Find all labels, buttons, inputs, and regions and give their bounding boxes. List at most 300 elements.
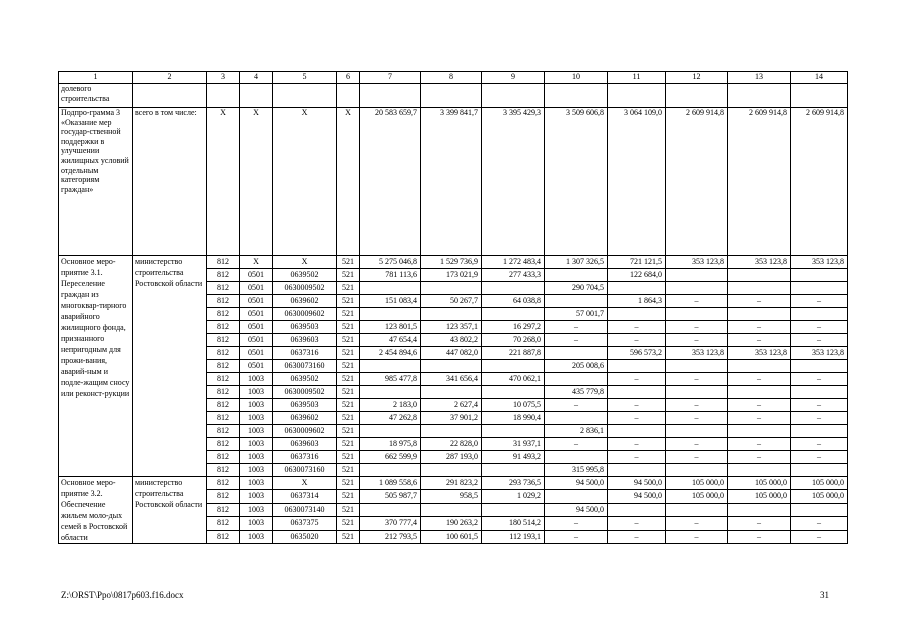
table-cell: – <box>666 530 728 543</box>
table-cell: 94 500,0 <box>545 477 608 490</box>
table-cell: 91 493,2 <box>482 451 545 464</box>
table-cell <box>728 308 791 321</box>
table-cell: 812 <box>207 530 240 543</box>
table-cell: 353 123,8 <box>728 347 791 360</box>
table-cell: 20 583 659,7 <box>360 108 421 256</box>
table-cell <box>337 84 360 108</box>
executor-name: министерство строительства Ростовской области <box>133 256 207 477</box>
table-body <box>59 84 848 544</box>
table-cell <box>545 295 608 308</box>
table-cell <box>728 84 791 108</box>
table-cell: 521 <box>337 308 360 321</box>
table-cell: 1003 <box>240 412 273 425</box>
table-cell <box>791 308 848 321</box>
table-cell: 173 021,9 <box>421 269 482 282</box>
table-cell: 16 297,2 <box>482 321 545 334</box>
table-cell: 1003 <box>240 373 273 386</box>
activity-name: Основное меро-приятие 3.1. Переселение граждан из многоквар-тирного аварийного жилищного фонда, признанного непригодным для прожи-вания, аварий-ным и подле-жащим сносу или реконст-рукции <box>59 256 133 477</box>
table-cell: 812 <box>207 373 240 386</box>
table-cell: 94 500,0 <box>608 490 666 503</box>
table-cell <box>728 269 791 282</box>
table-cell <box>791 282 848 295</box>
table-cell: 105 000,0 <box>666 477 728 490</box>
table-cell <box>666 84 728 108</box>
table-cell: 1 089 558,6 <box>360 477 421 490</box>
table-cell: 1003 <box>240 451 273 464</box>
table-cell: 212 793,5 <box>360 530 421 543</box>
table-cell <box>791 503 848 516</box>
table-cell: 812 <box>207 334 240 347</box>
table-row <box>59 256 848 269</box>
table-cell: Х <box>240 256 273 269</box>
table-cell <box>421 308 482 321</box>
table-cell <box>666 425 728 438</box>
table-cell <box>360 503 421 516</box>
table-cell <box>482 360 545 373</box>
table-cell: 812 <box>207 477 240 490</box>
table-cell: 31 937,1 <box>482 438 545 451</box>
table-cell: 50 267,7 <box>421 295 482 308</box>
table-cell: – <box>666 321 728 334</box>
activity-name: Основное меро-приятие 3.2. Обеспечение жильем моло-дых семей в Ростовской области <box>59 477 133 544</box>
table-cell <box>791 269 848 282</box>
column-header: 13 <box>728 72 791 84</box>
table-cell: 0501 <box>240 295 273 308</box>
table-cell <box>421 282 482 295</box>
table-cell: 812 <box>207 347 240 360</box>
table-cell <box>482 84 545 108</box>
table-cell <box>728 464 791 477</box>
table-cell: 521 <box>337 425 360 438</box>
table-cell: 180 514,2 <box>482 517 545 530</box>
table-cell: 3 064 109,0 <box>608 108 666 256</box>
table-row <box>59 84 848 108</box>
table-cell: 2 609 914,8 <box>666 108 728 256</box>
table-cell: – <box>666 412 728 425</box>
table-cell: – <box>608 321 666 334</box>
table-cell: 341 656,4 <box>421 373 482 386</box>
table-cell: 521 <box>337 490 360 503</box>
table-cell: 2 183,0 <box>360 399 421 412</box>
table-cell: – <box>545 321 608 334</box>
table-cell <box>273 84 337 108</box>
table-cell <box>791 84 848 108</box>
table-cell <box>666 503 728 516</box>
column-header: 4 <box>240 72 273 84</box>
table-cell: 812 <box>207 412 240 425</box>
table-cell: 18 990,4 <box>482 412 545 425</box>
column-header: 5 <box>273 72 337 84</box>
table-cell <box>666 464 728 477</box>
table-cell: 521 <box>337 282 360 295</box>
table-cell: 812 <box>207 295 240 308</box>
table-cell: 1003 <box>240 490 273 503</box>
table-cell: 521 <box>337 464 360 477</box>
table-cell: 0630009502 <box>273 282 337 295</box>
table-cell: 1003 <box>240 386 273 399</box>
table-cell: 353 123,8 <box>791 347 848 360</box>
table-cell: 190 263,2 <box>421 517 482 530</box>
table-cell: 596 573,2 <box>608 347 666 360</box>
table-cell <box>666 386 728 399</box>
table-cell <box>545 412 608 425</box>
table-cell: – <box>608 399 666 412</box>
table-cell <box>666 269 728 282</box>
table-cell: – <box>791 373 848 386</box>
table-cell <box>608 503 666 516</box>
table-cell: 0639603 <box>273 438 337 451</box>
table-cell: 221 887,8 <box>482 347 545 360</box>
table-cell: 0630073160 <box>273 464 337 477</box>
table-cell <box>608 282 666 295</box>
table-cell: 0639603 <box>273 334 337 347</box>
budget-table <box>58 71 848 544</box>
table-cell <box>728 503 791 516</box>
table-cell: 521 <box>337 451 360 464</box>
table-cell: 1003 <box>240 438 273 451</box>
table-cell: 353 123,8 <box>791 256 848 269</box>
table-cell: 0501 <box>240 269 273 282</box>
table-cell: 1003 <box>240 530 273 543</box>
table-cell: 123 801,5 <box>360 321 421 334</box>
column-header: 10 <box>545 72 608 84</box>
table-cell: 2 609 914,8 <box>791 108 848 256</box>
table-cell: 721 121,5 <box>608 256 666 269</box>
table-cell: – <box>666 399 728 412</box>
table-cell: Х <box>273 108 337 256</box>
table-cell <box>545 490 608 503</box>
table-cell: 64 038,8 <box>482 295 545 308</box>
table-cell: 812 <box>207 399 240 412</box>
table-cell: 521 <box>337 477 360 490</box>
table-cell: 521 <box>337 517 360 530</box>
table-cell: 0630009602 <box>273 425 337 438</box>
page-number: 31 <box>820 590 829 600</box>
table-cell: 0501 <box>240 360 273 373</box>
table-cell: 353 123,8 <box>728 256 791 269</box>
table-cell <box>482 308 545 321</box>
table-cell <box>421 386 482 399</box>
table-cell: 94 500,0 <box>608 477 666 490</box>
table-cell: 18 975,8 <box>360 438 421 451</box>
table-cell: 0639503 <box>273 321 337 334</box>
table-cell: – <box>608 373 666 386</box>
table-cell: – <box>608 334 666 347</box>
table-cell: – <box>791 438 848 451</box>
table-cell: – <box>791 399 848 412</box>
table-cell: – <box>666 334 728 347</box>
table-cell: 2 609 914,8 <box>728 108 791 256</box>
table-cell: 0635020 <box>273 530 337 543</box>
table-cell <box>360 282 421 295</box>
table-cell <box>545 347 608 360</box>
table-cell: – <box>545 399 608 412</box>
table-cell: – <box>666 517 728 530</box>
table-cell: 0637316 <box>273 347 337 360</box>
table-cell <box>482 282 545 295</box>
table-cell: 985 477,8 <box>360 373 421 386</box>
table-cell: 293 736,5 <box>482 477 545 490</box>
table-cell: 521 <box>337 269 360 282</box>
table-cell: 521 <box>337 360 360 373</box>
table-cell <box>360 425 421 438</box>
table-cell: 205 008,6 <box>545 360 608 373</box>
table-cell: 521 <box>337 399 360 412</box>
table-cell: – <box>728 517 791 530</box>
table-cell <box>791 464 848 477</box>
table-cell: 122 684,0 <box>608 269 666 282</box>
table-cell: 470 062,1 <box>482 373 545 386</box>
table-cell: – <box>545 438 608 451</box>
column-header: 3 <box>207 72 240 84</box>
table-cell: 812 <box>207 490 240 503</box>
table-cell <box>791 360 848 373</box>
table-cell: – <box>545 334 608 347</box>
table-cell: – <box>666 295 728 308</box>
table-header <box>59 72 848 84</box>
table-cell: 0630009502 <box>273 386 337 399</box>
table-cell: 291 823,2 <box>421 477 482 490</box>
table-cell: 812 <box>207 451 240 464</box>
table-cell: 812 <box>207 425 240 438</box>
table-cell: 812 <box>207 321 240 334</box>
table-cell: 1003 <box>240 517 273 530</box>
table-cell: – <box>666 451 728 464</box>
table-cell: 3 509 606,8 <box>545 108 608 256</box>
table-cell <box>360 360 421 373</box>
table-cell: 70 268,0 <box>482 334 545 347</box>
table-cell: 43 802,2 <box>421 334 482 347</box>
table-cell: 105 000,0 <box>728 477 791 490</box>
table-cell: 1 272 483,4 <box>482 256 545 269</box>
table-cell: 2 836,1 <box>545 425 608 438</box>
table-cell <box>207 84 240 108</box>
table-cell: 105 000,0 <box>666 490 728 503</box>
table-cell: 812 <box>207 438 240 451</box>
table-cell: 10 075,5 <box>482 399 545 412</box>
table-cell: – <box>791 295 848 308</box>
table-cell: – <box>545 517 608 530</box>
table-cell: 521 <box>337 386 360 399</box>
file-path: Z:\ORST\Ppo\0817p603.f16.docx <box>61 590 184 600</box>
table-cell: 47 262,8 <box>360 412 421 425</box>
table-cell: 521 <box>337 412 360 425</box>
table-cell: 447 082,0 <box>421 347 482 360</box>
table-cell: Х <box>240 108 273 256</box>
table-cell <box>728 425 791 438</box>
table-cell: 112 193,1 <box>482 530 545 543</box>
table-cell <box>482 386 545 399</box>
table-cell <box>421 464 482 477</box>
table-cell: 1003 <box>240 503 273 516</box>
table-cell <box>421 84 482 108</box>
table-cell <box>791 386 848 399</box>
table-cell: 812 <box>207 503 240 516</box>
table-cell: – <box>728 295 791 308</box>
table-cell <box>666 308 728 321</box>
table-row <box>59 108 848 256</box>
table-row <box>59 477 848 490</box>
table-cell: 521 <box>337 321 360 334</box>
table-cell: 0501 <box>240 308 273 321</box>
table-cell: Х <box>337 108 360 256</box>
table-cell: 123 357,1 <box>421 321 482 334</box>
table-cell: 521 <box>337 530 360 543</box>
table-cell <box>666 282 728 295</box>
table-cell: 0630009602 <box>273 308 337 321</box>
table-cell: – <box>728 530 791 543</box>
table-cell: – <box>728 321 791 334</box>
table-cell: 105 000,0 <box>791 490 848 503</box>
table-cell: 290 704,5 <box>545 282 608 295</box>
table-cell: 0637316 <box>273 451 337 464</box>
table-cell: – <box>608 530 666 543</box>
table-cell <box>482 464 545 477</box>
table-cell: 0639502 <box>273 269 337 282</box>
table-cell <box>728 360 791 373</box>
column-header: 1 <box>59 72 133 84</box>
table-cell: 37 901,2 <box>421 412 482 425</box>
table-cell: – <box>791 517 848 530</box>
table-cell <box>240 84 273 108</box>
column-header: 8 <box>421 72 482 84</box>
table-cell <box>608 425 666 438</box>
table-cell <box>545 269 608 282</box>
column-header: 7 <box>360 72 421 84</box>
table-cell: – <box>608 412 666 425</box>
table-cell: Х <box>207 108 240 256</box>
table-cell: 1003 <box>240 477 273 490</box>
table-cell: – <box>545 530 608 543</box>
table-cell: 521 <box>337 334 360 347</box>
table-cell: 57 001,7 <box>545 308 608 321</box>
table-cell <box>360 464 421 477</box>
table-cell: 2 454 894,6 <box>360 347 421 360</box>
table-cell: Х <box>273 256 337 269</box>
table-cell: 662 599,9 <box>360 451 421 464</box>
table-cell: 812 <box>207 256 240 269</box>
table-cell <box>360 308 421 321</box>
table-cell: 521 <box>337 295 360 308</box>
table-cell: 277 433,3 <box>482 269 545 282</box>
table-cell: 781 113,6 <box>360 269 421 282</box>
table-cell: 435 779,8 <box>545 386 608 399</box>
table-cell: 105 000,0 <box>791 477 848 490</box>
column-header: 12 <box>666 72 728 84</box>
table-cell: – <box>791 321 848 334</box>
table-cell: 1 307 326,5 <box>545 256 608 269</box>
table-cell: 812 <box>207 517 240 530</box>
table-cell <box>608 464 666 477</box>
table-cell: 0630073160 <box>273 360 337 373</box>
activity-name: долевого строительства <box>59 84 133 108</box>
table-cell: 0501 <box>240 347 273 360</box>
table-cell <box>608 308 666 321</box>
table-cell <box>545 373 608 386</box>
table-cell: 22 828,0 <box>421 438 482 451</box>
table-cell: 812 <box>207 308 240 321</box>
table-cell <box>545 451 608 464</box>
table-cell <box>421 503 482 516</box>
table-cell <box>728 386 791 399</box>
table-cell: 151 083,4 <box>360 295 421 308</box>
table-cell: 1003 <box>240 464 273 477</box>
column-header: 2 <box>133 72 207 84</box>
table-cell <box>728 282 791 295</box>
table-cell: – <box>608 451 666 464</box>
table-cell: 521 <box>337 438 360 451</box>
table-cell: Х <box>273 477 337 490</box>
table-cell: 505 987,7 <box>360 490 421 503</box>
table-cell <box>608 360 666 373</box>
table-cell: 812 <box>207 464 240 477</box>
table-cell: 1 029,2 <box>482 490 545 503</box>
table-cell <box>421 425 482 438</box>
table-cell: 812 <box>207 269 240 282</box>
table-cell: 353 123,8 <box>666 256 728 269</box>
table-cell: 100 601,5 <box>421 530 482 543</box>
table-cell: 0630073140 <box>273 503 337 516</box>
table-cell: 812 <box>207 360 240 373</box>
table-cell: 0639602 <box>273 295 337 308</box>
activity-name: Подпро-грамма 3 «Оказание мер государ-ственной поддержки в улучшении жилищных условий отдельным категориям граждан» <box>59 108 133 256</box>
column-header: 11 <box>608 72 666 84</box>
table-cell <box>421 360 482 373</box>
table-cell: 105 000,0 <box>728 490 791 503</box>
table-cell: 0639602 <box>273 412 337 425</box>
table-cell: – <box>791 451 848 464</box>
column-header: 6 <box>337 72 360 84</box>
table-cell: 1 864,3 <box>608 295 666 308</box>
table-cell: – <box>791 334 848 347</box>
table-cell <box>482 425 545 438</box>
executor-name: министерство строительства Ростовской области <box>133 477 207 544</box>
table-cell <box>360 386 421 399</box>
table-cell: 958,5 <box>421 490 482 503</box>
table-cell <box>482 503 545 516</box>
table-cell: 5 275 046,8 <box>360 256 421 269</box>
column-header: 14 <box>791 72 848 84</box>
table-cell: – <box>791 412 848 425</box>
table-cell: 353 123,8 <box>666 347 728 360</box>
table-cell <box>360 84 421 108</box>
table-cell: 521 <box>337 347 360 360</box>
table-cell: 0637314 <box>273 490 337 503</box>
table-cell <box>608 84 666 108</box>
table-cell: 3 395 429,3 <box>482 108 545 256</box>
table-cell: 315 995,8 <box>545 464 608 477</box>
table-cell: – <box>728 334 791 347</box>
table-cell: 521 <box>337 373 360 386</box>
executor-name <box>133 84 207 108</box>
table-cell: 1003 <box>240 399 273 412</box>
table-cell <box>791 425 848 438</box>
table-cell: – <box>728 451 791 464</box>
table-cell: 1 529 736,9 <box>421 256 482 269</box>
table-cell: 47 654,4 <box>360 334 421 347</box>
executor-name: всего в том числе: <box>133 108 207 256</box>
table-cell: 0501 <box>240 321 273 334</box>
table-cell: 0639502 <box>273 373 337 386</box>
table-cell: 0637375 <box>273 517 337 530</box>
table-cell: 2 627,4 <box>421 399 482 412</box>
table-cell: 370 777,4 <box>360 517 421 530</box>
column-header: 9 <box>482 72 545 84</box>
table-cell: 521 <box>337 503 360 516</box>
table-cell: – <box>666 438 728 451</box>
table-cell: 0639503 <box>273 399 337 412</box>
table-cell <box>666 360 728 373</box>
